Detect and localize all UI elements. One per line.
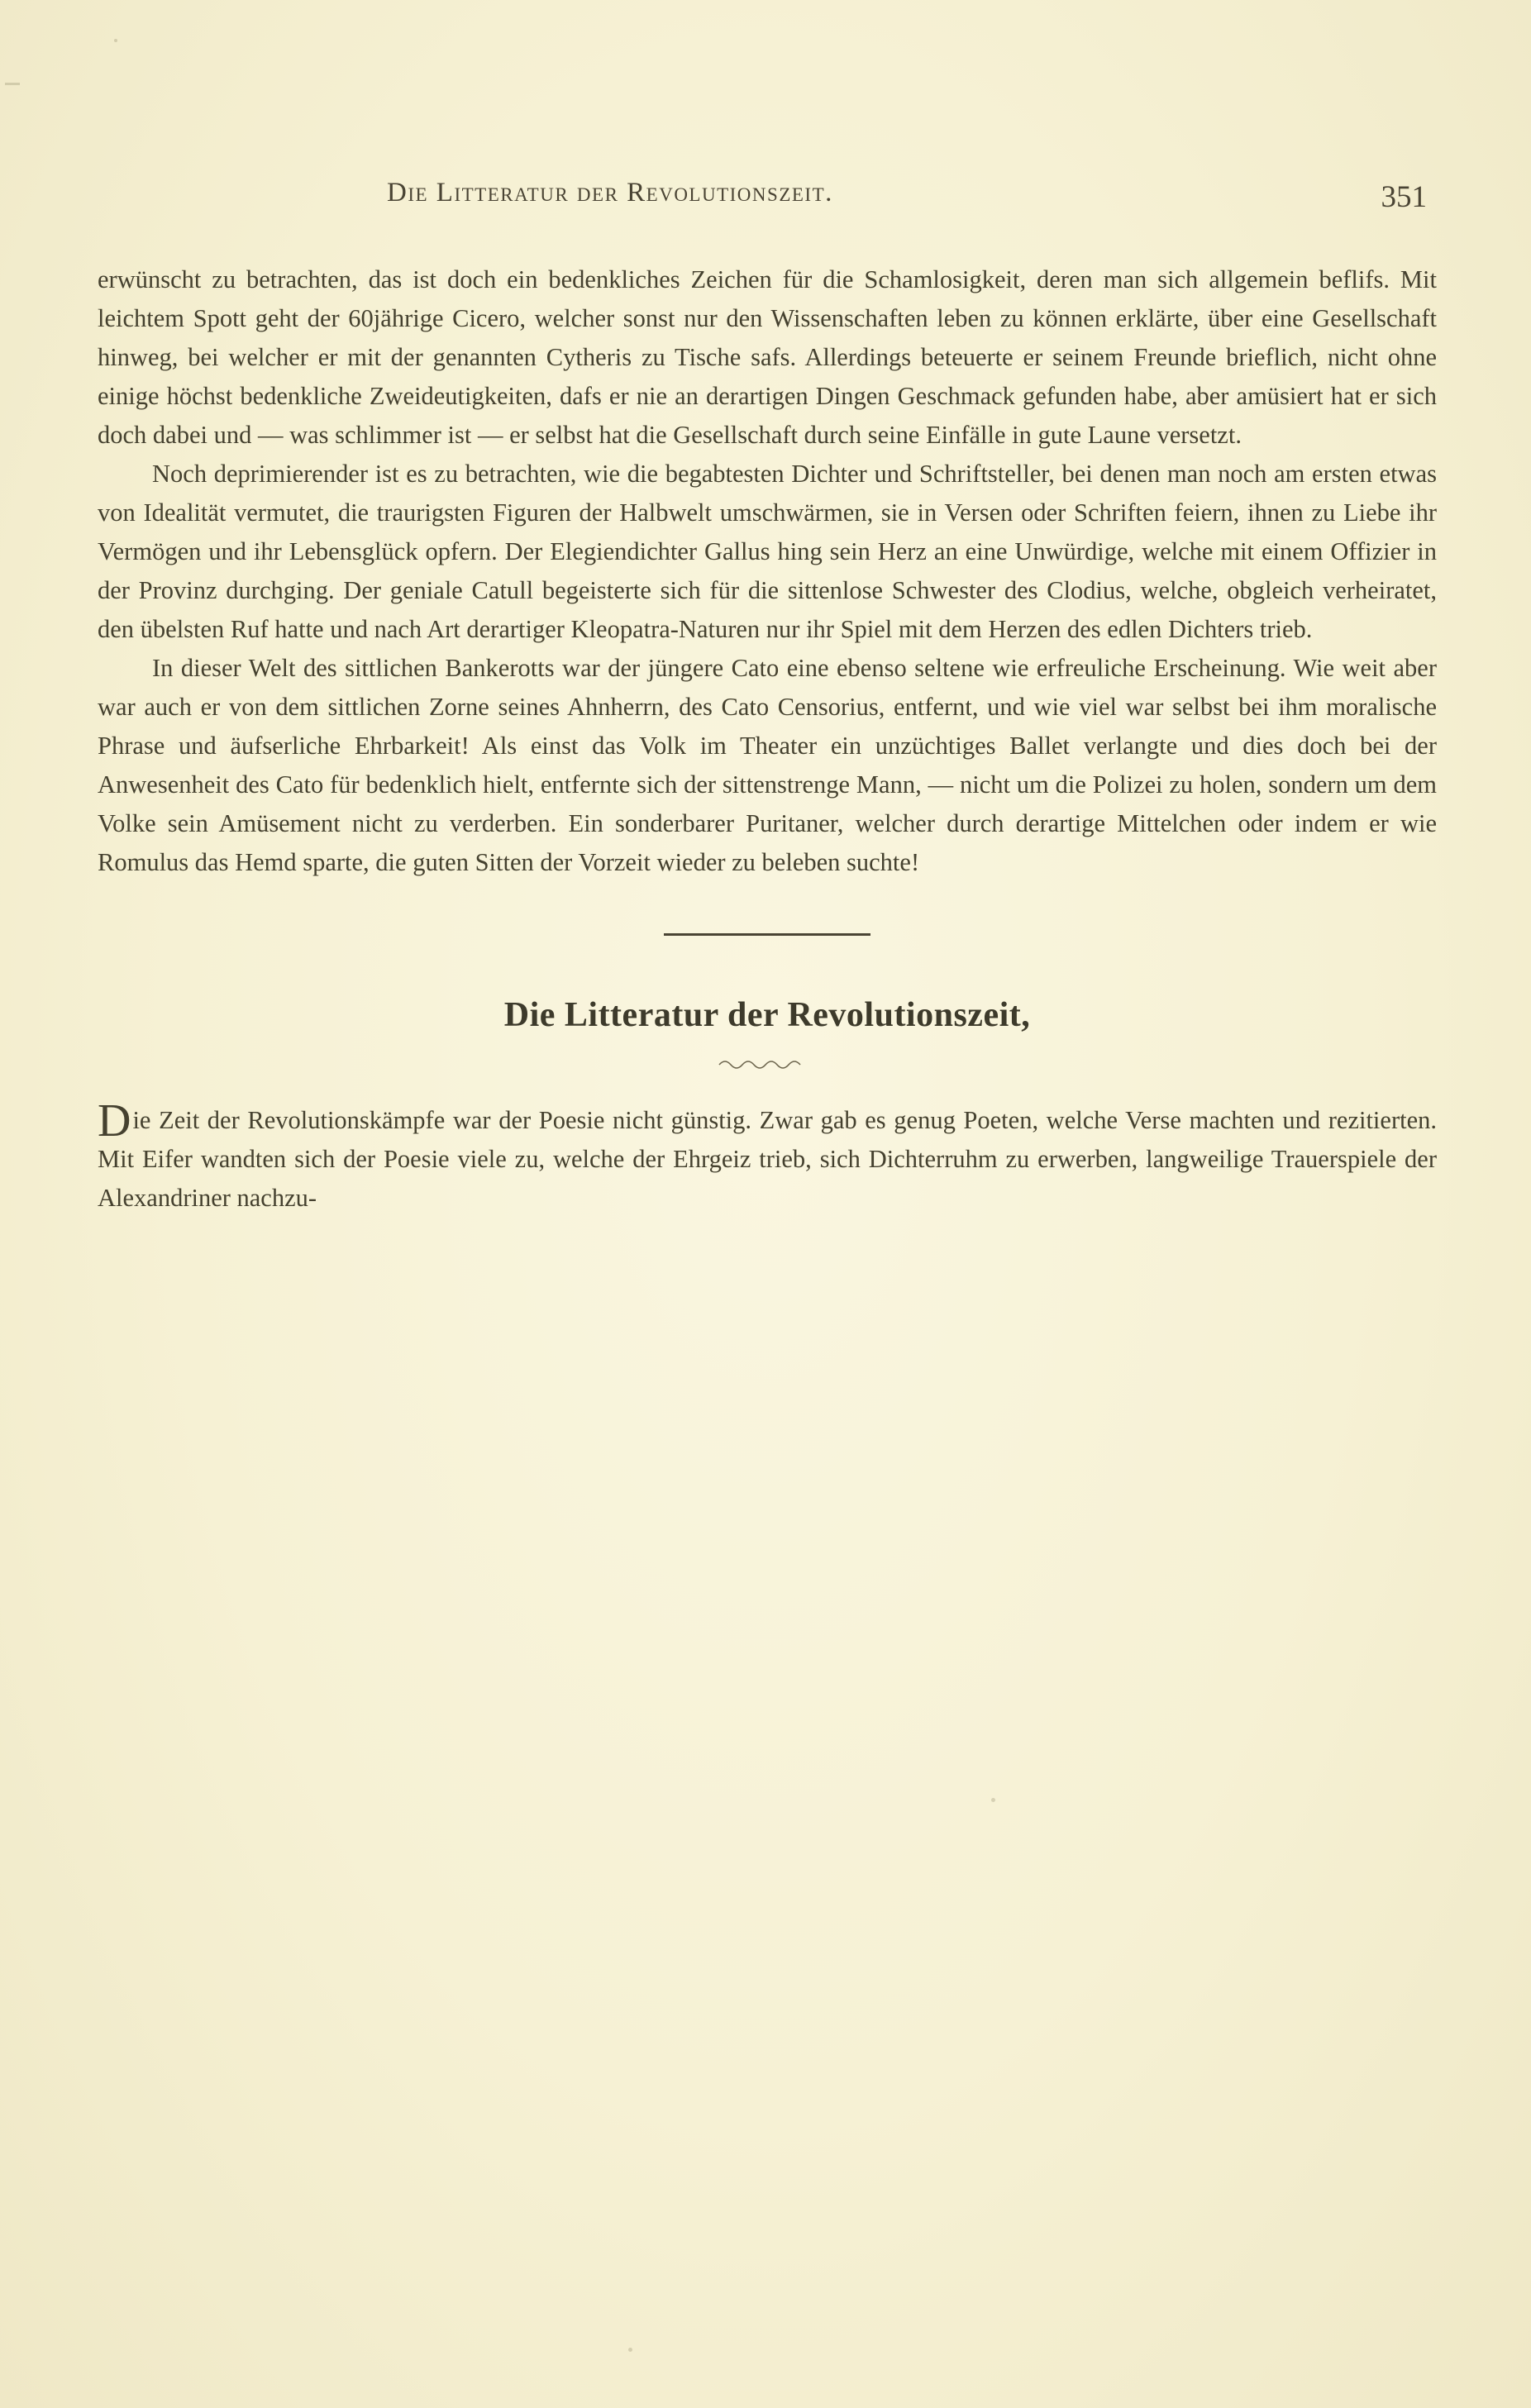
paper-blemish [114,39,117,42]
paragraph: In dieser Welt des sittlichen Bankerotts war der jüngere Cato eine ebenso seltene wie erfreuliche Erscheinung. Wie weit aber war auch er von dem sittlichen Zorne seines Ahnherrn, des Cato Censorius, entfernt, und wie viel war selbst bei ihm moralische Phrase und äufserliche Ehrbarkeit! Als einst das Volk im Theater ein unzüchtiges Ballet verlangte und dies doch bei der Anwesenheit des Cato für bedenklich hielt, entfernte sich der sittenstrenge Mann, — nicht um die Polizei zu holen, sondern um dem Volke sein Amüsement nicht zu verderben. Ein sonderbarer Puritaner, welcher durch derartige Mittelchen oder indem er wie Romulus das Hemd sparte, die guten Sitten der Vorzeit wieder zu beleben suchte! [98,654,1437,876]
paragraph [98,1095,1437,1218]
drop-cap: D [98,1095,131,1147]
running-head [98,178,1437,227]
paper-blemish [628,2348,632,2352]
section-divider-rule [664,933,870,936]
paper-blemish [5,83,20,85]
paper-blemish [991,1798,995,1802]
squiggle-ornament-icon [718,1056,817,1071]
paragraph: erwünscht zu betrachten, das ist doch ein bedenkliches Zeichen für die Schamlosigkeit, deren man sich allgemein beflifs. Mit leichtem Spott geht der 60jährige Cicero, welcher sonst nur den Wissenschaften leben zu können erklärte, über eine Gesellschaft hinweg, bei welcher er mit der genannten Cytheris zu Tische safs. Allerdings beteuerte er seinem Freunde brieflich, nicht ohne einige höchst bedenkliche Zweideutigkeiten, dafs er nie an derartigen Dingen Geschmack gefunden habe, aber amüsiert hat er sich doch dabei und — was schlimmer ist — er selbst hat die Gesellschaft durch seine Einfälle in gute Laune versetzt. [98,265,1437,449]
section-heading: Die Litteratur der Revolutionszeit, [503,996,1031,1034]
page-content [98,178,1437,1218]
paragraph-text: ie Zeit der Revolutionskämpfe war der Poesie nicht günstig. Zwar gab es genug Poeten, welche Verse machten und rezitierten. Mit Eifer wandten sich der Poesie viele zu, welche der Ehrgeiz trieb, sich Dichterruhm zu erwerben, langweilige Trauerspiele der Alexandriner nachzu- [98,1106,1437,1212]
section-body-text [98,1095,1437,1218]
running-title: Die Litteratur der Revolutionszeit. [387,178,833,207]
paragraph: Noch deprimierender ist es zu betrachten, wie die begabtesten Dichter und Schriftsteller, bei denen man noch am ersten etwas von Idealität vermutet, die traurigsten Figuren der Halbwelt umschwärmen, sie in Versen oder Schriften feiern, ihnen zu Liebe ihr Vermögen und ihr Lebensglück opfern. Der Elegiendichter Gallus hing sein Herz an eine Unwürdige, welche mit einem Offizier in der Provinz durchging. Der geniale Catull begeisterte sich für die sittenlose Schwester des Clodius, welche, obgleich verheiratet, den übelsten Ruf hatte und nach Art derartiger Kleopatra-Naturen nur ihr Spiel mit dem Herzen des edlen Dichters trieb. [98,460,1437,643]
body-text-block [98,260,1437,882]
page-number: 351 [1381,180,1427,214]
